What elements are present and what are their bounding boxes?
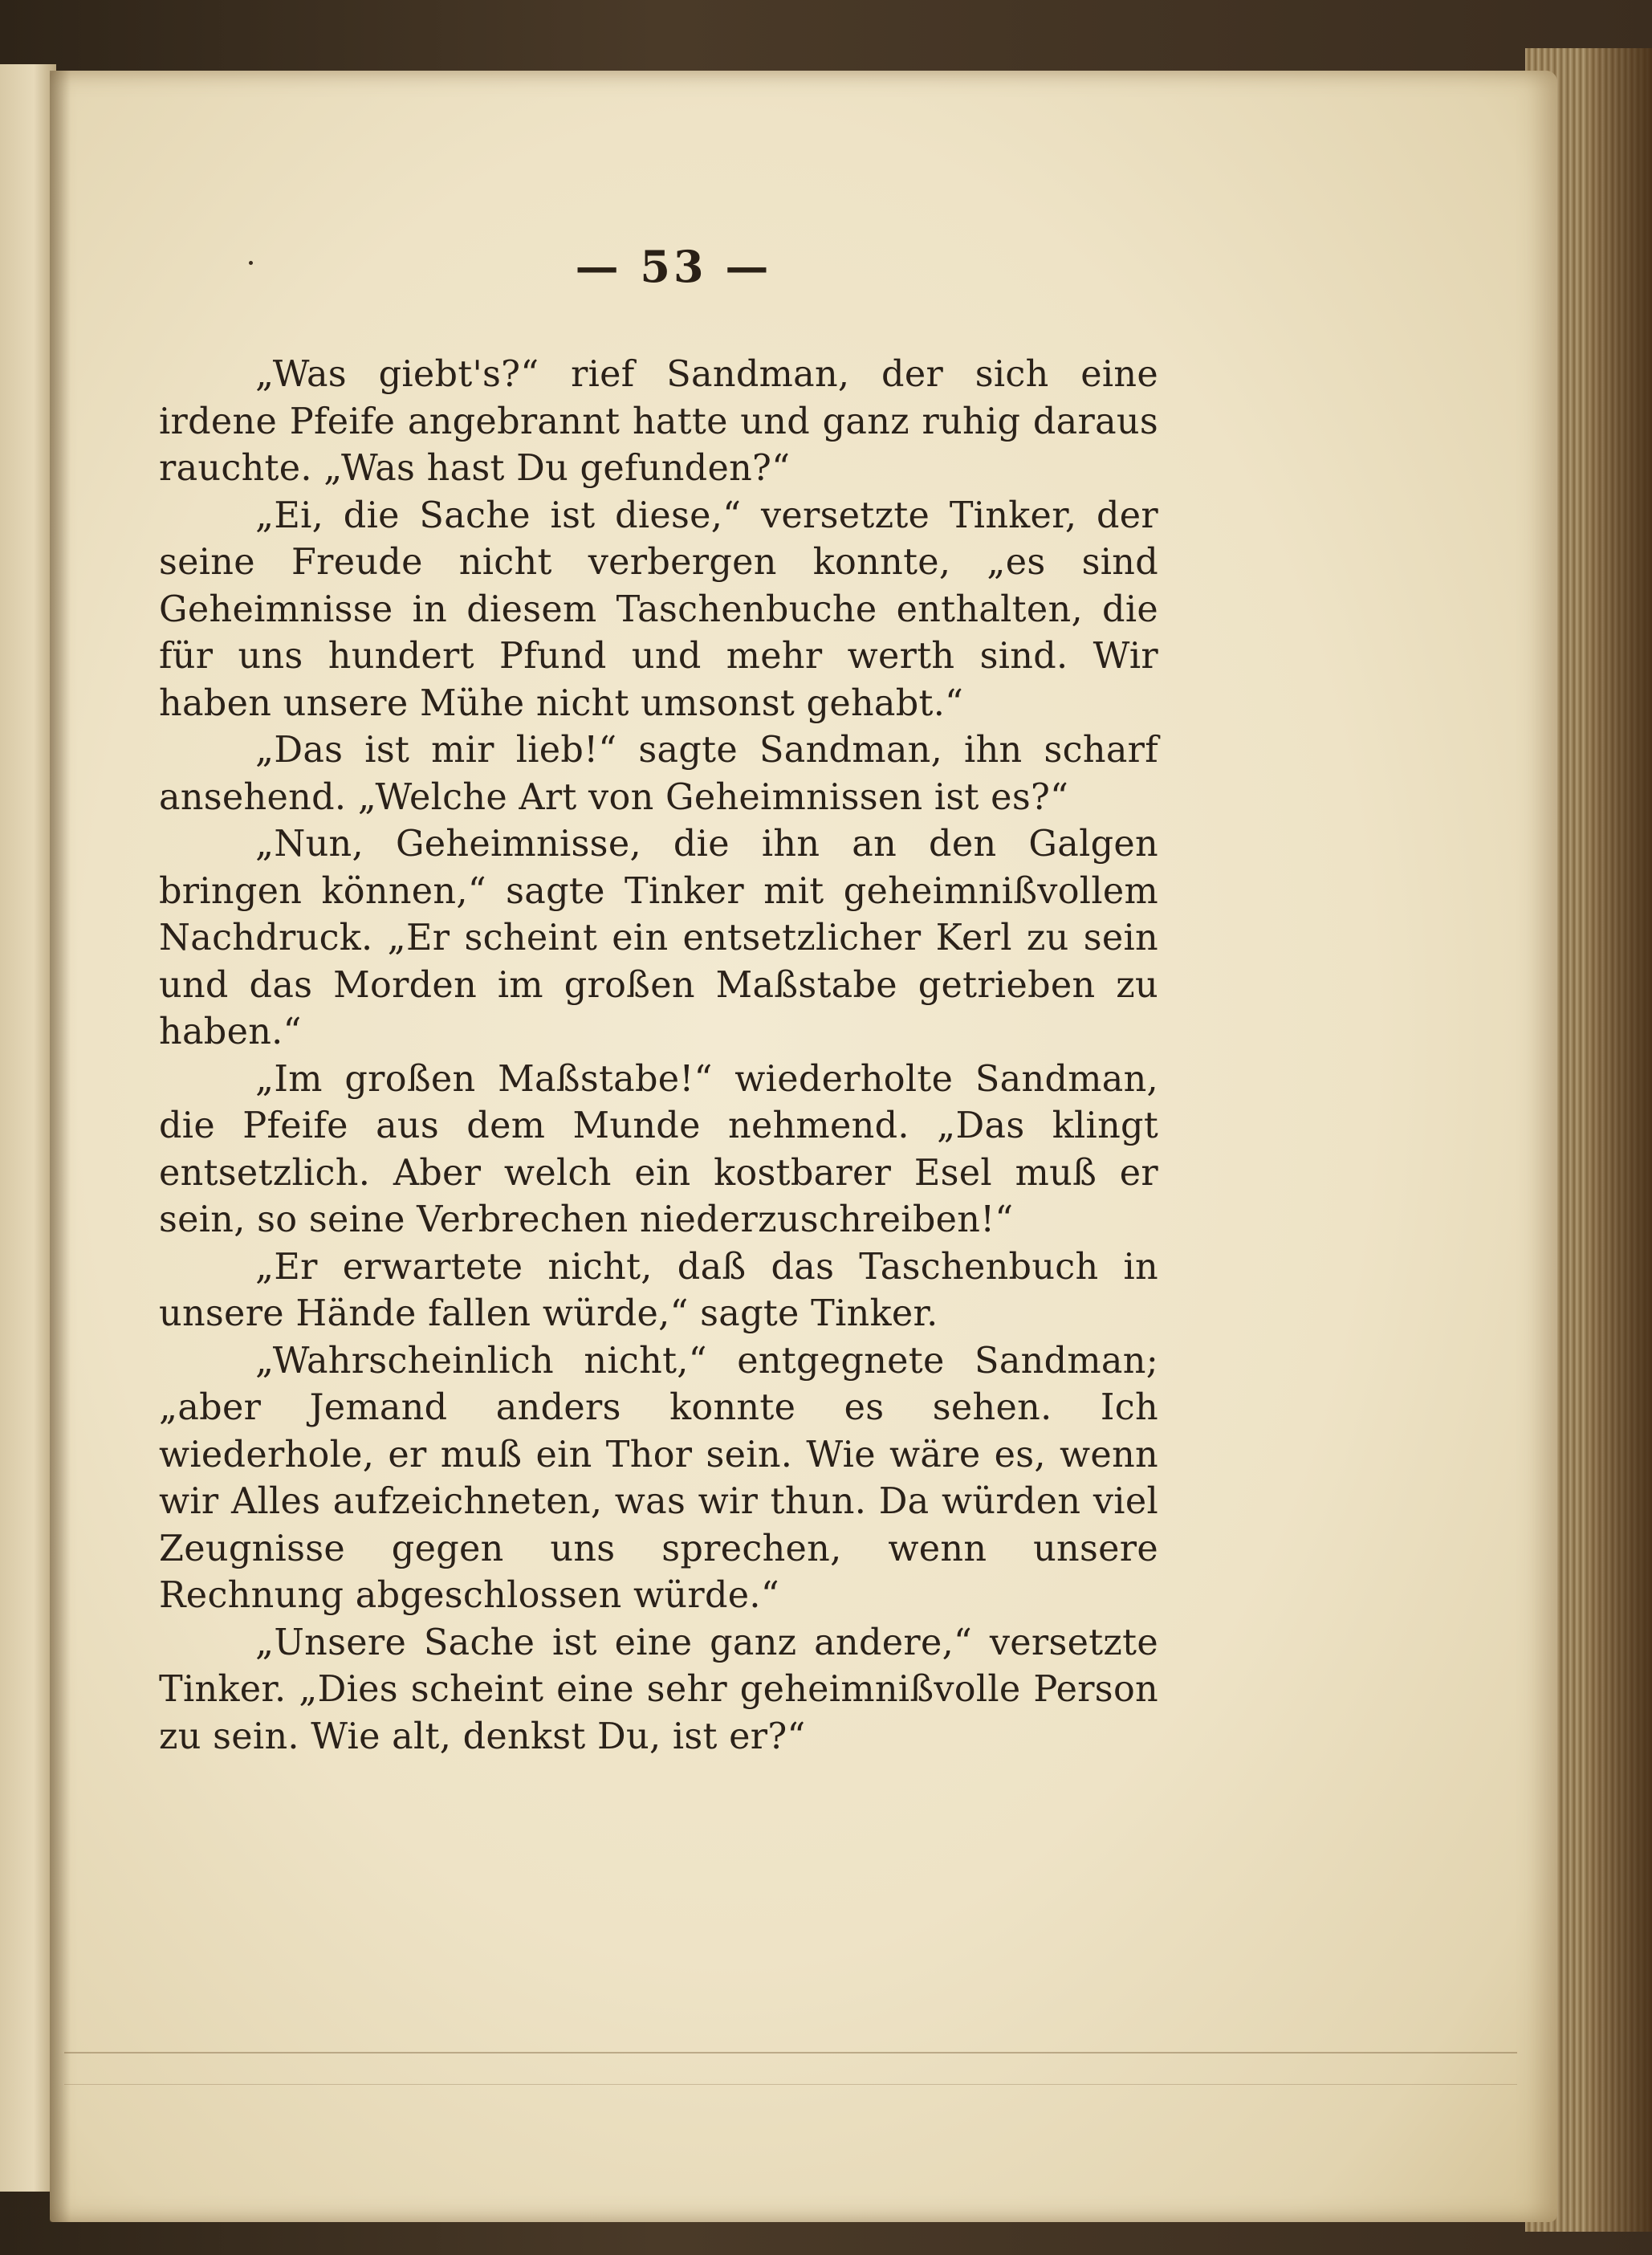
paragraph: „Was giebt's?“ rief Sandman, der sich eine irdene Pfeife angebrannt hatte und ganz ruhig daraus rauchte. „Was hast Du gefunden?“ [159,354,1158,489]
page-bottom-rule [64,2052,1517,2054]
paragraph: „Das ist mir lieb!“ sagte Sandman, ihn scharf ansehend. „Welche Art von Geheimnissen ist es?“ [159,730,1158,818]
paragraph: „Ei, die Sache ist diese,“ versetzte Tinker, der seine Freude nicht verbergen konnte, „es sind Geheimnisse in diesem Taschenbuche enthalten, die für uns hundert Pfund und mehr werth sind. Wir haben unsere Mühe nicht umsonst gehabt.“ [159,495,1158,724]
paragraph: „Er erwartete nicht, daß das Taschenbuch in unsere Hände fallen würde,“ sagte Tinker. [159,1246,1158,1334]
page-number: — 53 — [575,241,772,292]
paragraph: „Nun, Geheimnisse, die ihn an den Galgen bringen können,“ sagte Tinker mit geheimnißvollem Nachdruck. „Er scheint ein entsetzlicher Kerl zu sein und das Morden im großen Maßstabe getrieben zu haben.“ [159,824,1158,1052]
paragraph: „Wahrscheinlich nicht,“ entgegnete Sandman; „aber Jemand anders konnte es sehen. Ich wiederhole, er muß ein Thor sein. Wie wäre es, wenn wir Alles aufzeichneten, was wir thun. Da würden viel Zeugnisse gegen uns sprechen, wenn unsere Rechnung abgeschlossen würde.“ [159,1340,1158,1616]
facing-page-edge [0,64,56,2192]
gutter-shadow [50,71,71,2222]
paragraph: „Im großen Maßstabe!“ wiederholte Sandman, die Pfeife aus dem Munde nehmend. „Das klingt entsetzlich. Aber welch ein kostbarer Esel muß er sein, so seine Verbrechen niederzuschreiben!“ [159,1058,1158,1240]
body-text [159,352,1158,1760]
page-bottom-rule [64,2084,1517,2085]
paragraph: „Unsere Sache ist eine ganz andere,“ versetzte Tinker. „Dies scheint eine sehr geheimnißvolle Person zu sein. Wie alt, denkst Du, ist er?“ [159,1622,1158,1757]
